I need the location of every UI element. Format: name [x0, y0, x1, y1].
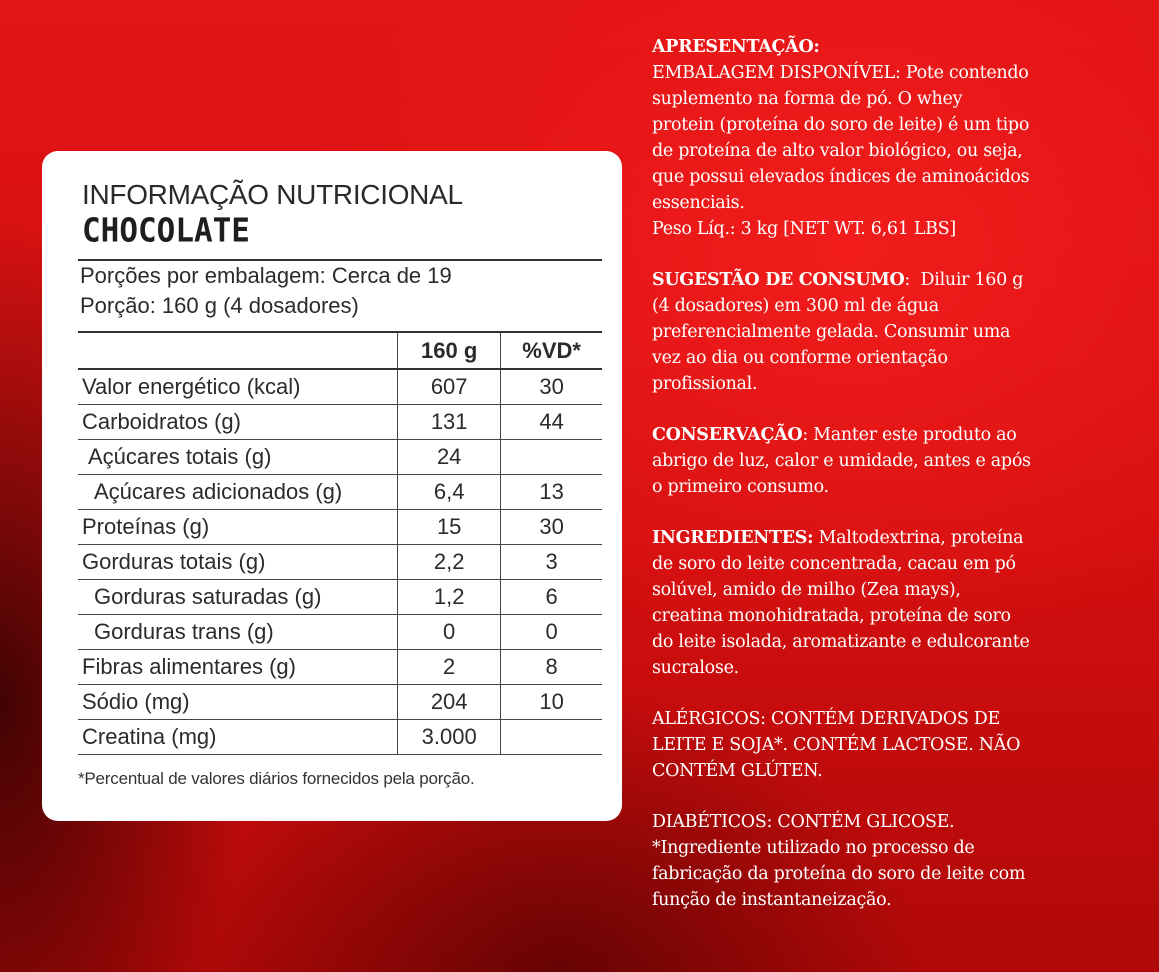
- text-line: profissional.: [652, 374, 758, 394]
- nutrient-amount: 607: [398, 369, 501, 405]
- product-info-text: [652, 34, 1152, 938]
- serving-info: [78, 259, 602, 321]
- text-line: protein (proteína do soro de leite) é um tipo: [652, 115, 1030, 135]
- section-sugestao: [652, 267, 1152, 397]
- text-line: creatina monohidratada, proteína de soro: [652, 606, 1011, 626]
- text-line: EMBALAGEM DISPONÍVEL: Pote contendo: [652, 63, 1029, 83]
- flavor-name: CHOCOLATE: [82, 212, 250, 250]
- nutrient-name: Sódio (mg): [78, 685, 398, 720]
- nutrient-daily-value: [501, 440, 602, 475]
- text-line: LEITE E SOJA*. CONTÉM LACTOSE. NÃO: [652, 735, 1021, 755]
- nutrient-daily-value: 13: [501, 475, 602, 510]
- table-row: [78, 510, 602, 545]
- text-line: que possui elevados índices de aminoácidos: [652, 167, 1030, 187]
- header-daily-value: %VD*: [501, 332, 602, 369]
- nutrient-daily-value: 30: [501, 510, 602, 545]
- section-conservacao: [652, 422, 1152, 500]
- section-ingredientes: [652, 525, 1152, 681]
- nutrient-daily-value: 0: [501, 615, 602, 650]
- nutrient-daily-value: 3: [501, 545, 602, 580]
- text-line: solúvel, amido de milho (Zea mays),: [652, 580, 961, 600]
- nutrient-daily-value: 6: [501, 580, 602, 615]
- nutrient-daily-value: 8: [501, 650, 602, 685]
- nutrient-amount: 3.000: [398, 720, 501, 755]
- nutrient-daily-value: [501, 720, 602, 755]
- nutrient-amount: 24: [398, 440, 501, 475]
- daily-value-footnote: *Percentual de valores diários fornecidos pela porção.: [78, 769, 475, 788]
- table-row: [78, 615, 602, 650]
- text-line: (4 dosadores) em 300 ml de água: [652, 296, 939, 316]
- nutrition-title: INFORMAÇÃO NUTRICIONAL: [82, 179, 463, 210]
- text-line: vez ao dia ou conforme orientação: [652, 348, 948, 368]
- nutrient-name: Proteínas (g): [78, 510, 398, 545]
- text-line: *Ingrediente utilizado no processo de: [652, 838, 975, 858]
- nutrient-amount: 6,4: [398, 475, 501, 510]
- table-row: [78, 405, 602, 440]
- nutrient-amount: 15: [398, 510, 501, 545]
- text-line: ALÉRGICOS: CONTÉM DERIVADOS DE: [652, 709, 1000, 729]
- text-line: Manter este produto ao: [807, 425, 1017, 445]
- nutrient-daily-value: 10: [501, 685, 602, 720]
- text-line: essenciais.: [652, 193, 745, 213]
- text-line: função de instantaneização.: [652, 890, 892, 910]
- apresentacao-heading: APRESENTAÇÃO:: [652, 37, 820, 57]
- text-line: Peso Líq.: 3 kg [NET WT. 6,61 LBS]: [652, 219, 956, 239]
- text-line: Maltodextrina, proteína: [813, 528, 1024, 548]
- sugestao-heading: SUGESTÃO DE CONSUMO: Diluir 160 g: [652, 270, 1024, 290]
- text-line: Diluir 160 g: [910, 270, 1024, 290]
- nutrient-amount: 131: [398, 405, 501, 440]
- nutrient-name: Gorduras trans (g): [78, 615, 398, 650]
- nutrient-name: Açúcares totais (g): [78, 440, 398, 475]
- nutrient-name: Gorduras saturadas (g): [78, 580, 398, 615]
- servings-per-package: Porções por embalagem: Cerca de 19: [80, 263, 452, 288]
- table-row: [78, 369, 602, 405]
- nutrient-daily-value: 44: [501, 405, 602, 440]
- text-line: CONTÉM GLÚTEN.: [652, 761, 823, 781]
- table-row: [78, 475, 602, 510]
- nutrient-name: Fibras alimentares (g): [78, 650, 398, 685]
- text-line: DIABÉTICOS: CONTÉM GLICOSE.: [652, 812, 955, 832]
- nutrient-amount: 0: [398, 615, 501, 650]
- nutrient-name: Valor energético (kcal): [78, 369, 398, 405]
- text-line: do leite isolada, aromatizante e edulcorante: [652, 632, 1030, 652]
- text-line: suplemento na forma de pó. O whey: [652, 89, 963, 109]
- apresentacao-title: APRESENTAÇÃO: [652, 37, 814, 57]
- nutrient-name: Açúcares adicionados (g): [78, 475, 398, 510]
- text-line: abrigo de luz, calor e umidade, antes e após: [652, 451, 1031, 471]
- header-nutrient: [78, 332, 398, 369]
- text-line: fabricação da proteína do soro de leite com: [652, 864, 1026, 884]
- nutrition-facts-card: [42, 151, 622, 821]
- nutrient-amount: 2: [398, 650, 501, 685]
- text-line: sucralose.: [652, 658, 739, 678]
- conservacao-heading: CONSERVAÇÃO: Manter este produto ao: [652, 425, 1017, 445]
- section-diabeticos: [652, 809, 1152, 913]
- nutrient-name: Carboidratos (g): [78, 405, 398, 440]
- nutrient-amount: 1,2: [398, 580, 501, 615]
- table-row: [78, 720, 602, 755]
- table-row: [78, 545, 602, 580]
- table-header-row: [78, 332, 602, 369]
- ingredientes-heading: INGREDIENTES: Maltodextrina, proteína: [652, 528, 1024, 548]
- text-line: preferencialmente gelada. Consumir uma: [652, 322, 1011, 342]
- nutrient-amount: 204: [398, 685, 501, 720]
- text-line: de soro do leite concentrada, cacau em pó: [652, 554, 1016, 574]
- nutrition-table: [78, 331, 602, 755]
- nutrient-name: Gorduras totais (g): [78, 545, 398, 580]
- text-line: o primeiro consumo.: [652, 477, 829, 497]
- ingredientes-title: INGREDIENTES: [652, 528, 808, 548]
- nutrient-daily-value: 30: [501, 369, 602, 405]
- table-row: [78, 685, 602, 720]
- text-line: de proteína de alto valor biológico, ou seja,: [652, 141, 1023, 161]
- header-amount: 160 g: [398, 332, 501, 369]
- section-alergicos: [652, 706, 1152, 784]
- conservacao-title: CONSERVAÇÃO: [652, 425, 803, 445]
- nutrient-amount: 2,2: [398, 545, 501, 580]
- serving-size: Porção: 160 g (4 dosadores): [80, 293, 359, 318]
- table-row: [78, 440, 602, 475]
- sugestao-title: SUGESTÃO DE CONSUMO: [652, 270, 905, 290]
- nutrient-name: Creatina (mg): [78, 720, 398, 755]
- table-row: [78, 580, 602, 615]
- section-apresentacao: [652, 34, 1152, 242]
- table-row: [78, 650, 602, 685]
